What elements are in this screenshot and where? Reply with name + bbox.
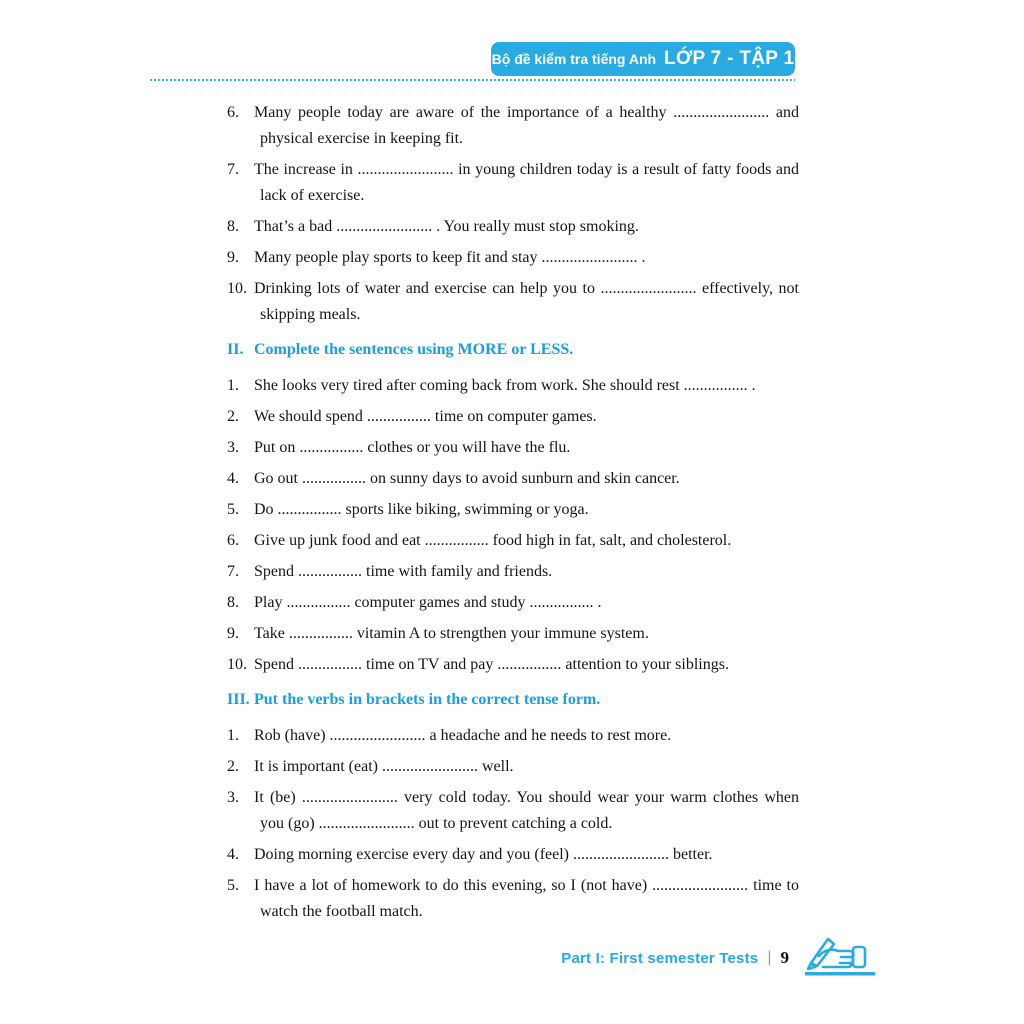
item-text: Rob (have) ........................ a headache and he needs to rest more. <box>254 727 672 744</box>
section-numeral: III. <box>227 691 250 708</box>
exercise-content <box>227 100 799 930</box>
item-text: Doing morning exercise every day and you (feel) ........................ better. <box>254 846 713 863</box>
item-text: That’s a bad ........................ . You really must stop smoking. <box>254 218 639 235</box>
item-number: 1. <box>227 727 239 744</box>
item-number: 10. <box>227 656 247 673</box>
item-text: It is important (eat) ........................ well. <box>254 758 514 775</box>
exercise2-item-4 <box>227 466 799 492</box>
item-number: 2. <box>227 758 239 775</box>
section-title: Complete the sentences using MORE or LESS. <box>254 341 574 358</box>
item-number: 3. <box>227 789 239 806</box>
item-text: I have a lot of homework to do this evening, so I (not have) ........................ time to watch the football match. <box>254 877 799 920</box>
banner-grade-label: LỚP 7 - TẬP 1 <box>664 48 795 69</box>
section-numeral: II. <box>227 341 244 358</box>
item-text: Many people play sports to keep fit and stay ........................ . <box>254 249 646 266</box>
page-header-banner <box>491 42 795 76</box>
item-number: 7. <box>227 161 239 178</box>
item-text: Spend ................ time with family and friends. <box>254 563 553 580</box>
item-text: Put on ................ clothes or you will have the flu. <box>254 439 571 456</box>
item-number: 2. <box>227 408 239 425</box>
writing-hand-icon <box>797 930 877 978</box>
exercise3-item-4 <box>227 842 799 868</box>
item-text: It (be) ........................ very cold today. You should wear your warm clothes when you (go) ........................ out to prevent catching a cold. <box>254 789 799 832</box>
item-text: She looks very tired after coming back from work. She should rest ................ . <box>254 377 756 394</box>
header-dotted-rule <box>150 79 795 81</box>
item-text: The increase in ........................ in young children today is a result of fatty foods and lack of exercise. <box>254 161 799 204</box>
exercise3-item-5 <box>227 873 799 925</box>
item-text: Play ................ computer games and study ................ . <box>254 594 602 611</box>
item-number: 3. <box>227 439 239 456</box>
exercise2-item-9 <box>227 621 799 647</box>
item-number: 4. <box>227 470 239 487</box>
item-number: 8. <box>227 594 239 611</box>
item-number: 6. <box>227 532 239 549</box>
page-footer <box>561 936 877 980</box>
banner-series-label: Bộ đề kiểm tra tiếng Anh <box>491 51 657 67</box>
exercise3-item-1 <box>227 723 799 749</box>
exercise3-item-2 <box>227 754 799 780</box>
item-text: Go out ................ on sunny days to avoid sunburn and skin cancer. <box>254 470 680 487</box>
item-text: Do ................ sports like biking, swimming or yoga. <box>254 501 589 518</box>
exercise2-item-10 <box>227 652 799 678</box>
exercise2-item-8 <box>227 590 799 616</box>
page-number: 9 <box>780 948 789 967</box>
item-text: Give up junk food and eat ................ food high in fat, salt, and cholesterol. <box>254 532 732 549</box>
exercise1-item-10 <box>227 276 799 328</box>
item-text: Take ................ vitamin A to strengthen your immune system. <box>254 625 649 642</box>
item-text: Drinking lots of water and exercise can help you to ........................ effectively, not skipping meals. <box>254 280 799 323</box>
exercise1-item-8 <box>227 214 799 240</box>
section-heading-ii <box>227 337 799 363</box>
section-heading-iii <box>227 687 799 713</box>
exercise2-item-2 <box>227 404 799 430</box>
exercise2-item-3 <box>227 435 799 461</box>
item-number: 6. <box>227 104 239 121</box>
item-number: 5. <box>227 501 239 518</box>
section-title: Put the verbs in brackets in the correct tense form. <box>254 691 601 708</box>
exercise2-item-5 <box>227 497 799 523</box>
item-text: Spend ................ time on TV and pay ................ attention to your siblings. <box>254 656 729 673</box>
item-number: 9. <box>227 249 239 266</box>
exercise1-item-9 <box>227 245 799 271</box>
footer-part-label: Part I: First semester Tests <box>561 949 759 967</box>
exercise3-item-3 <box>227 785 799 837</box>
exercise2-item-6 <box>227 528 799 554</box>
item-number: 10. <box>227 280 247 297</box>
exercise1-item-6 <box>227 100 799 152</box>
exercise1-item-7 <box>227 157 799 209</box>
item-text: We should spend ................ time on computer games. <box>254 408 597 425</box>
exercise2-item-1 <box>227 373 799 399</box>
item-number: 9. <box>227 625 239 642</box>
exercise2-item-7 <box>227 559 799 585</box>
item-number: 8. <box>227 218 239 235</box>
item-number: 4. <box>227 846 239 863</box>
item-number: 7. <box>227 563 239 580</box>
item-number: 1. <box>227 377 239 394</box>
footer-separator: | <box>767 949 772 966</box>
item-number: 5. <box>227 877 239 894</box>
item-text: Many people today are aware of the importance of a healthy ........................ and physical exercise in keeping fit. <box>254 104 799 147</box>
